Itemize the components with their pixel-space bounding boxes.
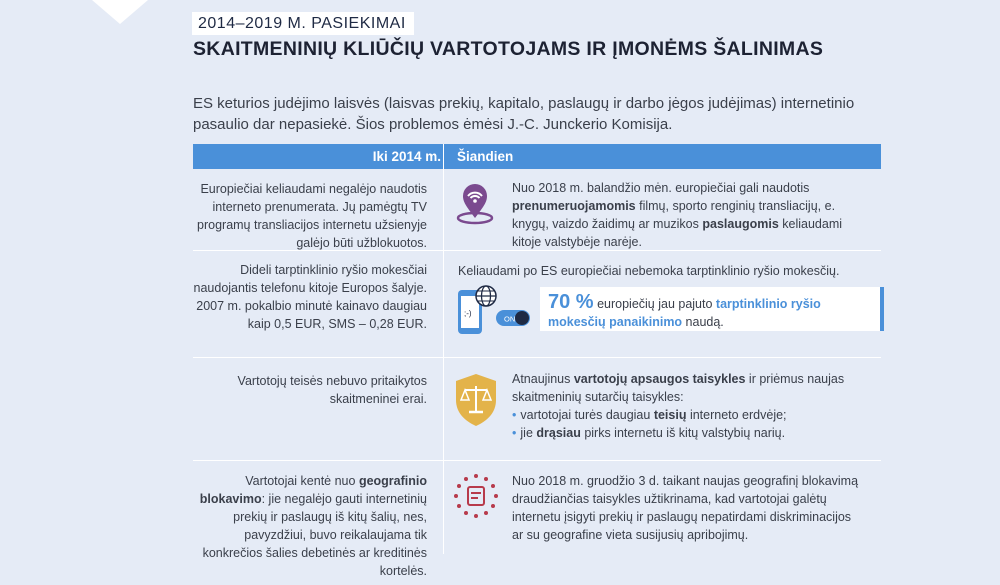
- table-header: [193, 144, 881, 169]
- row3-today-text: [512, 370, 852, 442]
- row3-bullet-list: [512, 406, 852, 442]
- row1-before-text: Europiečiai keliaudami negalėjo naudotis interneto prenumerata. Jų pamėgtų TV programų transliacijos internetu užsienyje galėjo būti užblokuotos.: [197, 182, 427, 250]
- list-item: [512, 424, 852, 442]
- column-header-today: Šiandien: [457, 149, 514, 164]
- row2-before-text: Dideli tarptinklinio ryšio mokesčiai naudojantis telefonu kitoje Europos šalyje. 2007 m. pokalbio minutė kainavo daugiau kaip 0,5 EUR, SMS – 0,28 EUR.: [193, 263, 427, 331]
- roaming-stat-text: [548, 293, 868, 331]
- corner-notch: [92, 0, 148, 26]
- stat-text-part: europiečių jau pajuto: [593, 297, 716, 311]
- bullet-text: jie: [520, 426, 537, 440]
- row-divider: [193, 357, 881, 358]
- bullet-bold: drąsiau: [536, 426, 581, 440]
- row1-today-part: keliaudami kitoje valstybėje narėje.: [512, 217, 843, 249]
- phone-emoticon: ;-): [464, 309, 472, 318]
- toggle-on-label: ON: [504, 314, 516, 324]
- row3-today-part: ir priėmus naujas skaitmeninių sutarčių taisykles:: [512, 372, 845, 404]
- page-title: SKAITMENINIŲ KLIŪČIŲ VARTOTOJAMS IR ĮMONĖMS ŠALINIMAS: [193, 38, 824, 60]
- row-divider: [193, 460, 881, 461]
- row1-today-part: filmų, sporto renginių transliacijų, e. knygų, vaizdo žaidimų ar muzikos: [512, 199, 836, 231]
- bullet-text: pirks internetu iš kitų valstybių narių.: [580, 426, 786, 440]
- row3-today-bold: vartotojų apsaugos taisykles: [573, 372, 746, 386]
- shield-scales-icon: [452, 372, 500, 428]
- section-kicker: 2014–2019 M. PASIEKIMAI: [192, 12, 414, 35]
- intro-text: ES keturios judėjimo laisvės (laisvas prekių, kapitalo, paslaugų ir darbo jėgos judėjimas) internetinio pasaulio dar nepasiekė. Šios problemos ėmėsi J.-C. Junckerio Komisija.: [193, 95, 855, 133]
- column-divider: [443, 144, 444, 554]
- row1-today-bold: paslaugomis: [702, 217, 779, 231]
- bullet-text: interneto erdvėje;: [686, 408, 787, 422]
- row1-today-text: [512, 179, 842, 251]
- row4-today-text: Nuo 2018 m. gruodžio 3 d. taikant naujas geografinį blokavimą draudžiančias taisykles užtikrinama, kad vartotojai galėtų internetu įsigyti prekių ir paslaugų nepatirdami diskriminacijos ar su geografine vieta susijusių apribojimų.: [512, 474, 859, 542]
- location-pin-wifi-icon: [452, 180, 498, 226]
- eu-stars-card-icon: [452, 472, 500, 520]
- list-item: [512, 406, 852, 424]
- roaming-stat-box: [540, 287, 884, 331]
- row1-today-bold: prenumeruojamomis: [512, 199, 636, 213]
- stat-value: 70 %: [548, 291, 594, 313]
- row2-today-text: Keliaudami po ES europiečiai nebemoka tarptinklinio ryšio mokesčių.: [458, 264, 840, 278]
- stat-highlight: tarptinklinio ryšio mokesčių panaikinimo: [548, 297, 821, 329]
- row3-before-text: Vartotojų teisės nebuvo pritaikytos skaitmeninei erai.: [237, 374, 427, 406]
- bullet-text: vartotojai turės daugiau: [520, 408, 654, 422]
- phone-roaming-icon: [456, 284, 536, 340]
- row4-before-text: [193, 472, 427, 580]
- row4-before-part: Vartotojai kentė nuo: [245, 474, 359, 488]
- row1-today-part: Nuo 2018 m. balandžio mėn. europiečiai gali naudotis: [512, 181, 810, 195]
- stat-text-part: naudą.: [682, 315, 724, 329]
- row4-before-part: : jie negalėjo gauti internetinių prekių ir paslaugų iš kitų šalių, nes, pavyzdžiui, buvo reikalaujama tik konkrečios šalies debetinės ar kreditinės kortelės.: [202, 492, 427, 578]
- row4-before-bold: geografinio blokavimo: [199, 474, 427, 506]
- bullet-bold: teisių: [653, 408, 687, 422]
- row3-today-part: Atnaujinus: [512, 372, 574, 386]
- column-header-before: Iki 2014 m.: [372, 149, 441, 164]
